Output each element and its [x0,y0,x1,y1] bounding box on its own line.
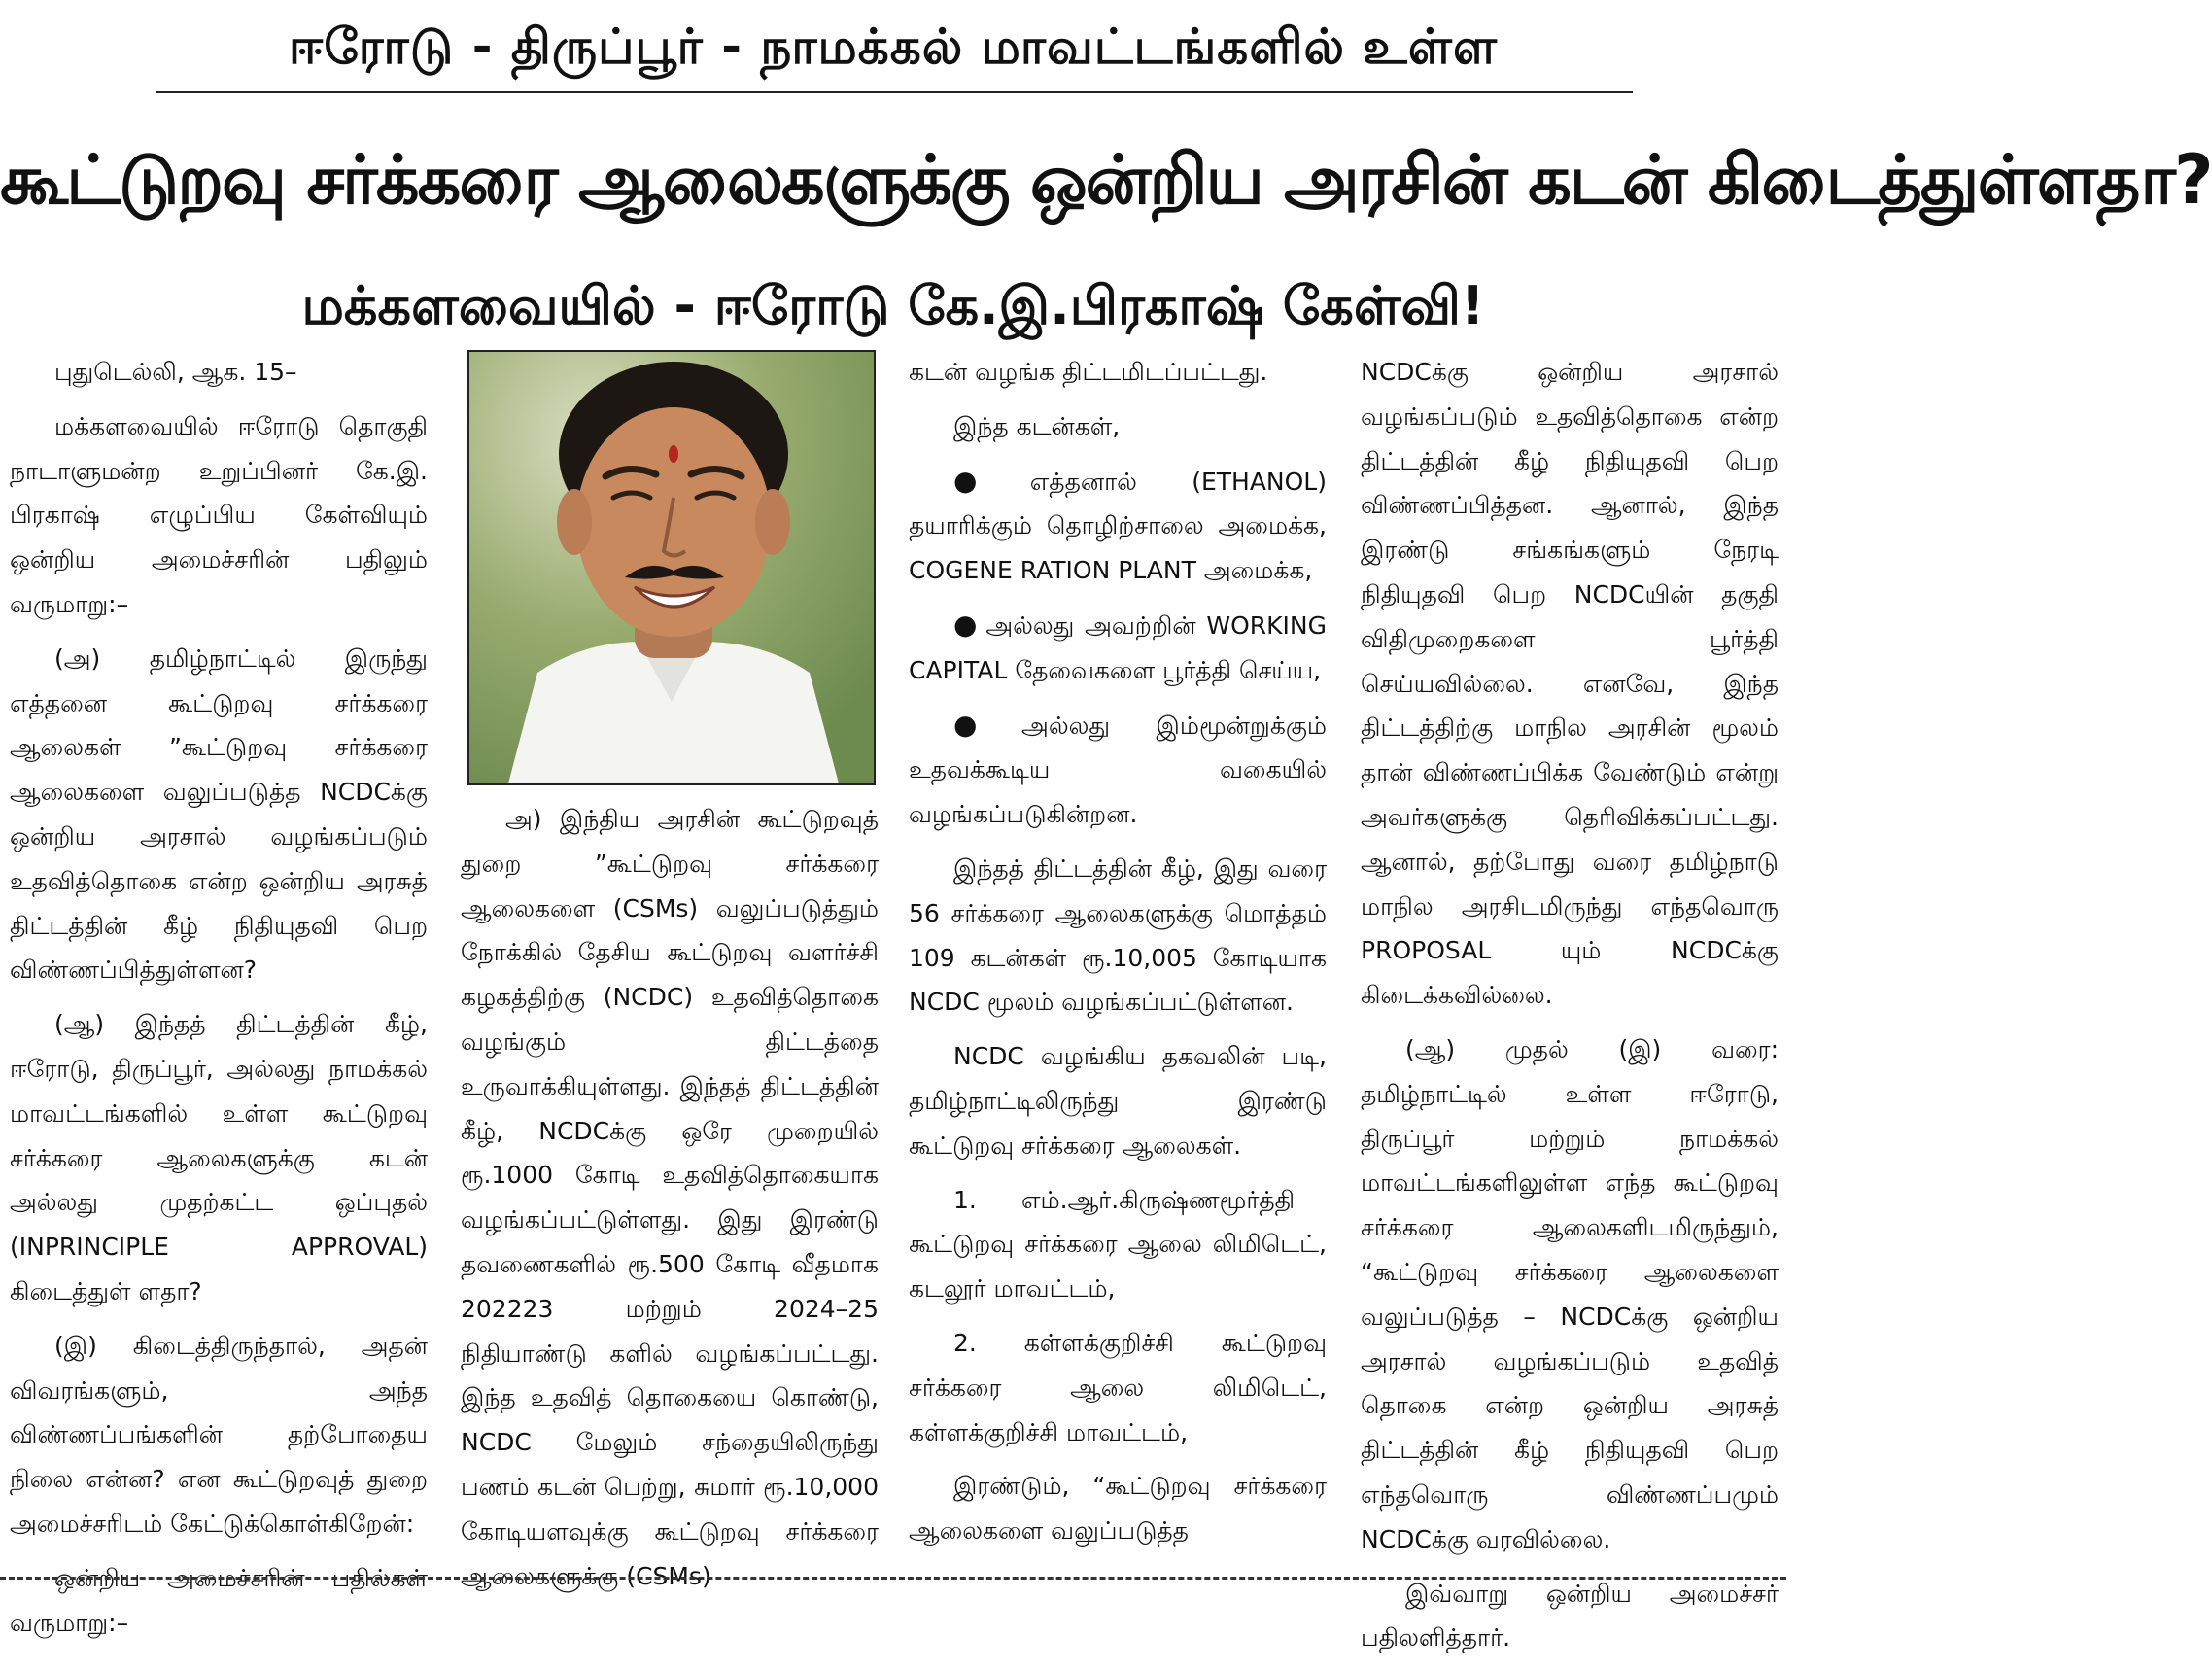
bullet-text: அல்லது இம்மூன்றுக்கும் உதவக்கூடிய வகையில் வழங்கப்படுகின்றன. [909,711,1328,829]
article-column-3 [909,350,1327,1563]
question-a: (அ) தமிழ்நாட்டில் இருந்து எத்தனை கூட்டுறவு சர்க்கரை ஆலைகள் ”கூட்டுறவு சர்க்கரை ஆலைகளை வலுப்படுத்த NCDCக்கு ஒன்றிய அரசால் வழங்கப்படும் உதவித்தொகை என்ற ஒன்றிய அரசுத் திட்டத்தின் கீழ் நிதியுதவி பெற விண்ணப்பித்துள்ளன? [10,644,428,985]
bullet-icon: ● [953,708,1017,741]
bullet-icon: ● [953,608,981,641]
item-text: எம்.ஆர்.கிருஷ்ணமூர்த்தி கூட்டுறவு சர்க்கரை ஆலை லிமிடெட், கடலூர் மாவட்டம், [909,1185,1327,1304]
bullet-text: அல்லது அவற்றின் WORKING CAPITAL தேவைகளை பூர்த்தி செய்ய, [909,610,1327,684]
paragraph: மக்களவையில் ஈரோடு தொகுதி நாடாளுமன்ற உறுப்பினர் கே.இ. பிரகாஷ் எழுப்பிய கேள்வியும் ஒன்றிய அமைச்சரின் பதிலும் வருமாறு:– [10,411,428,618]
kicker-divider [156,91,1633,93]
paragraph: NCDC வழங்கிய தகவலின் படி, தமிழ்நாட்டிலிருந்து இரண்டு கூட்டுறவு சர்க்கரை ஆலைகள். [909,1042,1327,1160]
closing-paragraph: இவ்வாறு ஒன்றிய அமைச்சர் பதிலளித்தார். [1361,1579,1779,1653]
bullet-text: எத்தனால் (ETHANOL) தயாரிக்கும் தொழிற்சாலை அமைக்க, COGENE RATION PLANT அமைக்க, [909,467,1327,585]
paragraph: இந்தத் திட்டத்தின் கீழ், இது வரை 56 சர்க்கரை ஆலைகளுக்கு மொத்தம் 109 கடன்கள் ரூ.10,005 கோடியாக NCDC மூலம் வழங்கப்பட்டுள்ளன. [909,853,1327,1017]
numbered-item-1 [909,1178,1327,1311]
bullet-icon: ● [953,464,1024,497]
question-b: (ஆ) இந்தத் திட்டத்தின் கீழ், ஈரோடு, திருப்பூர், அல்லது நாமக்கல் மாவட்டங்களில் உள்ள கூட்டுறவு சர்க்கரை ஆலைகளுக்கு கடன் அல்லது முதற்கட்ட ஒப்புதல் (INPRINCIPLE APPROVAL) கிடைத்துள் ளதா? [10,1010,428,1305]
article-column-2 [461,797,879,1608]
portrait-illustration [469,352,874,783]
answer-b-c: (ஆ) முதல் (இ) வரை: தமிழ்நாட்டில் உள்ள ஈரோடு, திருப்பூர் மற்றும் நாமக்கல் மாவட்டங்களிலுள்ள எந்த கூட்டுறவு சர்க்கரை ஆலைகளிடமிருந்தும், “கூட்டுறவு சர்க்கரை ஆலைகளை வலுப்படுத்த – NCDCக்கு ஒன்றிய அரசால் வழங்கப்படும் உதவித் தொகை என்ற ஒன்றிய அரசுத் திட்டத்தின் கீழ் நிதியுதவி பெற எந்தவொரு விண்ணப்பமும் NCDCக்கு வரவில்லை. [1361,1034,1779,1553]
main-headline: கூட்டுறவு சர்க்கரை ஆலைகளுக்கு ஒன்றிய அரசின் கடன் கிடைத்துள்ளதா? [0,140,2212,220]
bottom-dashed-divider [0,1577,1786,1580]
bullet-item-ethanol [909,459,1327,593]
bullet-item-working-capital [909,603,1327,693]
item-number: 1. [953,1185,977,1214]
bullet-item-all-three [909,703,1327,837]
question-c: (இ) கிடைத்திருந்தால், அதன் விவரங்களும், அந்த விண்ணப்பங்களின் தற்போதைய நிலை என்ன? என கூட்டுறவுத் துறை அமைச்சரிடம் கேட்டுக்கொள்கிறேன்: [10,1331,428,1538]
article-column-4 [1361,350,1779,1670]
portrait-photo [467,350,876,785]
paragraph: கடன் வழங்க திட்டமிடப்பட்டது. [909,358,1268,386]
subheadline: மக்களவையில் - ஈரோடு கே.இ.பிரகாஷ் கேள்வி! [301,275,1485,336]
paragraph: இரண்டும், “கூட்டுறவு சர்க்கரை ஆலைகளை வலுப்படுத்த [909,1472,1327,1546]
dateline: புதுடெல்லி, ஆக. 15– [54,358,297,386]
article-column-1 [10,350,428,1654]
paragraph: NCDCக்கு ஒன்றிய அரசால் வழங்கப்படும் உதவித்தொகை என்ற திட்டத்தின் கீழ் நிதியுதவி பெற விண்ணப்பித்தன. ஆனால், இந்த இரண்டு சங்கங்களும் நேரடி நிதியுதவி பெற NCDCயின் தகுதி விதிமுறைகளை பூர்த்தி செய்யவில்லை. எனவே, இந்த திட்டத்திற்கு மாநில அரசின் மூலம் தான் விண்ணப்பிக்க வேண்டும் என்று அவர்களுக்கு தெரிவிக்கப்பட்டது. ஆனால், தற்போது வரை தமிழ்நாடு மாநில அரசிடமிருந்து எந்தவொரு PROPOSAL யும் NCDCக்கு கிடைக்கவில்லை. [1361,358,1779,1010]
paragraph: ஒன்றிய அமைச்சரின் பதில்கள் வருமாறு:– [10,1563,428,1637]
paragraph: இந்த கடன்கள், [953,411,1121,440]
answer-a: அ) இந்திய அரசின் கூட்டுறவுத் துறை ”கூட்டுறவு சர்க்கரை ஆலைகளை (CSMs) வலுப்படுத்தும் நோக்கில் தேசிய கூட்டுறவு வளர்ச்சி கழகத்திற்கு (NCDC) உதவித்தொகை வழங்கும் திட்டத்தை உருவாக்கியுள்ளது. இந்தத் திட்டத்தின் கீழ், NCDCக்கு ஒரே முறையில் ரூ.1000 கோடி உதவித்தொகையாக வழங்கப்பட்டுள்ளது. இது இரண்டு தவணைகளில் ரூ.500 கோடி வீதமாக 202223 மற்றும் 2024–25 நிதியாண்டு களில் வழங்கப்பட்டது. இந்த உதவித் தொகையை கொண்டு, NCDC மேலும் சந்தையிலிருந்து பணம் கடன் பெற்று, சுமார் ரூ.10,000 கோடியளவுக்கு கூட்டுறவு சர்க்கரை ஆலைகளுக்கு (CSMs) [461,805,879,1590]
kicker-headline: ஈரோடு - திருப்பூர் - நாமக்கல் மாவட்டங்களில் உள்ள [288,18,1499,75]
numbered-item-2: 2. கள்ளக்குறிச்சி கூட்டுறவு சர்க்கரை ஆலை லிமிடெட், கள்ளக்குறிச்சி மாவட்டம், [909,1328,1327,1446]
